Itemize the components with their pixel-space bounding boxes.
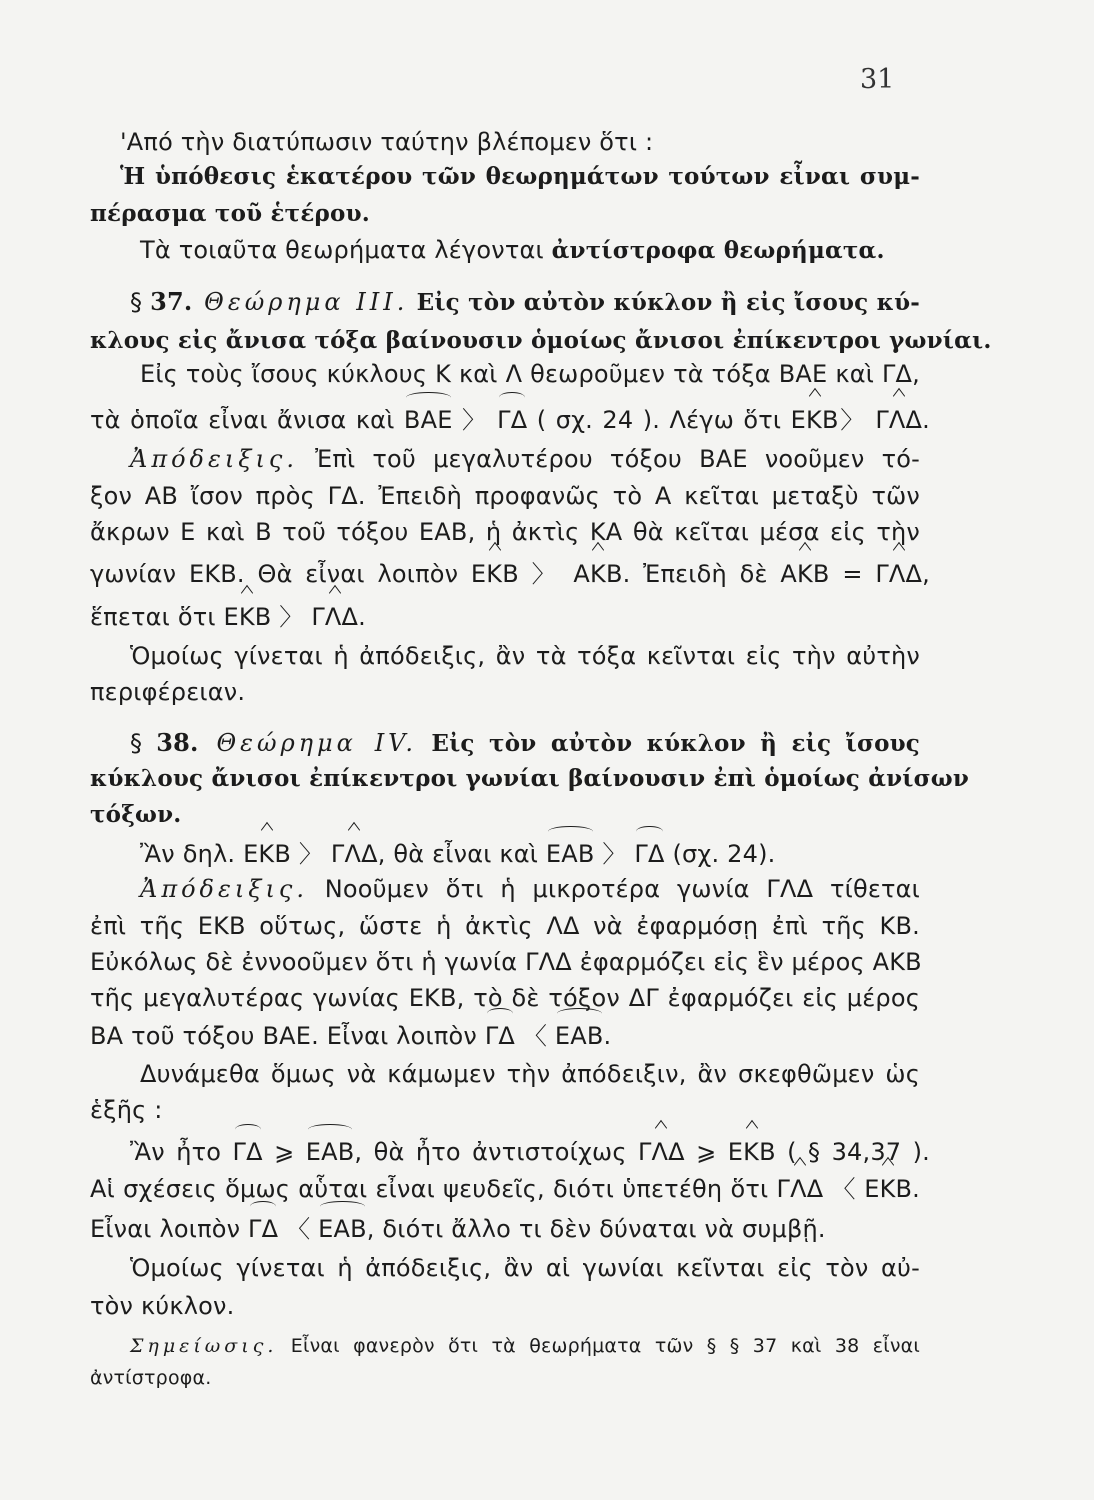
text-segment: Εἰς τὸν αὐτὸν κύκλον ἢ εἰς ἴσους κύ- bbox=[408, 289, 920, 316]
angle-notation: ΑΚΒ bbox=[573, 560, 623, 588]
text-line bbox=[90, 910, 920, 942]
text-line bbox=[140, 873, 920, 905]
text-line bbox=[90, 1020, 930, 1052]
text-line bbox=[130, 727, 920, 760]
text-segment: ( § 34,37 ). bbox=[775, 1138, 931, 1166]
text-segment: τὰ ὁποῖα εἶναι ἄνισα καὶ bbox=[90, 406, 404, 434]
text-segment: . bbox=[603, 1022, 612, 1050]
text-segment: Θεώρημα IV. bbox=[198, 729, 417, 757]
angle-notation: ΕΚΒ bbox=[790, 406, 839, 434]
text-segment: Εἰς τὸν αὐτὸν κύκλον ἢ εἰς ἴσους bbox=[416, 730, 921, 757]
text-segment: 〈 bbox=[278, 1215, 319, 1243]
angle-notation: ΕΚΒ bbox=[243, 840, 292, 868]
text-segment: Δυνάμεθα ὅμως νὰ κάμωμεν τὴν ἀπόδειξιν, ἂν σκεφθῶμεν ὡς bbox=[140, 1060, 920, 1088]
text-line bbox=[90, 1290, 930, 1322]
text-segment: Εὐκόλως δὲ ἐννοοῦμεν ὅτι ἡ γωνία ΓΛΔ ἐφαρμόζει εἰς ἓν μέρος ΑΚΒ bbox=[90, 948, 922, 976]
text-line bbox=[120, 160, 920, 193]
angle-notation: ΑΚΒ bbox=[780, 560, 830, 588]
text-line bbox=[120, 126, 880, 158]
text-segment: ἑξῆς : bbox=[90, 1096, 163, 1124]
text-segment: , θὰ ἦτο ἀντιστοίχως bbox=[354, 1138, 638, 1166]
text-segment: γωνίαν ΕΚΒ. Θὰ εἶναι λοιπὸν bbox=[90, 560, 471, 588]
text-line bbox=[90, 762, 970, 795]
angle-notation: ΓΛΔ bbox=[875, 560, 923, 588]
text-line bbox=[130, 443, 920, 475]
text-line bbox=[90, 798, 930, 831]
angle-notation: ΕΚΒ bbox=[470, 560, 519, 588]
text-segment: κύκλους ἄνισοι ἐπίκεντροι γωνίαι βαίνουσιν ἐπὶ ὁμοίως ἀνίσων bbox=[90, 765, 970, 792]
text-segment: 〉 bbox=[838, 406, 876, 434]
text-line bbox=[140, 838, 980, 870]
text-segment: Τὰ τοιαῦτα θεωρήματα λέγονται bbox=[140, 236, 552, 264]
text-segment: ( σχ. 24 ). Λέγω ὅτι bbox=[527, 406, 791, 434]
text-line bbox=[140, 358, 920, 390]
text-segment: 〉 bbox=[518, 560, 574, 588]
text-segment: 〉 bbox=[452, 406, 498, 434]
text-segment: Σημείωσις. bbox=[130, 1335, 278, 1357]
text-segment: Ἐπὶ τοῦ μεγαλυτέρου τόξου ΒΑΕ νοοῦμεν τό- bbox=[298, 445, 920, 473]
text-line bbox=[130, 286, 920, 319]
text-segment: (σχ. 24). bbox=[664, 840, 776, 868]
text-segment: Αἱ σχέσεις ὅμως αὗται εἶναι ψευδεῖς, διότι ὑπετέθη ὅτι bbox=[90, 1175, 777, 1203]
text-segment: , διότι ἄλλο τι δὲν δύναται νὰ συμβῇ. bbox=[366, 1215, 826, 1243]
arc-notation: ΕΑΒ bbox=[545, 840, 595, 868]
arc-notation: ΓΔ bbox=[497, 406, 528, 434]
page-number: 31 bbox=[860, 64, 895, 95]
text-line bbox=[90, 404, 930, 436]
text-line bbox=[90, 601, 930, 633]
text-segment: Ἀπόδειξις. bbox=[130, 445, 298, 473]
arc-notation: ΓΔ bbox=[484, 1022, 516, 1050]
text-segment: 〈 bbox=[823, 1175, 865, 1203]
note-line bbox=[130, 1330, 920, 1362]
arc-notation: ΕΑΒ bbox=[305, 1138, 355, 1166]
angle-notation: ΕΚΒ bbox=[727, 1138, 776, 1166]
text-segment: ἀντίστροφα θεωρήματα. bbox=[551, 237, 885, 264]
text-segment: Εἰς τοὺς ἴσους κύκλους Κ καὶ Λ θεωροῦμεν τὰ τόξα ΒΑΕ καὶ ΓΔ, bbox=[140, 360, 920, 388]
text-segment: Ὁμοίως γίνεται ἡ ἀπόδειξις, ἂν τὰ τόξα κεῖνται εἰς τὴν αὐτὴν bbox=[130, 642, 920, 670]
text-segment: Ἀπόδειξις. bbox=[140, 875, 308, 903]
text-segment: 〉 bbox=[594, 840, 635, 868]
text-segment: ἐπὶ τῆς ΕΚΒ οὕτως, ὥστε ἡ ἀκτὶς ΛΔ νὰ ἐφαρμόσῃ ἐπὶ τῆς ΚΒ. bbox=[90, 912, 920, 940]
text-line bbox=[90, 324, 992, 357]
text-segment: 38. bbox=[156, 728, 199, 757]
text-line bbox=[130, 1136, 930, 1168]
angle-notation: ΓΛΔ bbox=[875, 406, 923, 434]
text-segment: , θὰ εἶναι καὶ bbox=[377, 840, 546, 868]
text-segment: Ὁμοίως γίνεται ἡ ἀπόδειξις, ἂν αἱ γωνίαι κεῖνται εἰς τὸν αὐ- bbox=[130, 1254, 920, 1282]
text-segment: , bbox=[922, 560, 931, 588]
text-segment: 〈 bbox=[515, 1022, 555, 1050]
text-segment: ⩾ bbox=[684, 1138, 728, 1166]
text-segment: Ἡ ὑπόθεσις ἑκατέρου τῶν θεωρημάτων τούτων εἶναι συμ- bbox=[120, 163, 920, 190]
text-segment: Νοοῦμεν ὅτι ἡ μικροτέρα γωνία ΓΛΔ τίθεται bbox=[308, 875, 920, 903]
text-segment: 〉 bbox=[291, 840, 331, 868]
text-line bbox=[130, 1252, 920, 1284]
text-segment: . bbox=[922, 406, 931, 434]
text-segment: . bbox=[912, 1175, 921, 1203]
text-segment: § bbox=[130, 729, 157, 757]
text-segment: ΒΑ τοῦ τόξου ΒΑΕ. Εἶναι λοιπὸν bbox=[90, 1022, 485, 1050]
text-segment: τόξων. bbox=[90, 801, 182, 828]
text-segment: § bbox=[130, 288, 151, 316]
angle-notation: ΕΚΒ bbox=[864, 1175, 913, 1203]
text-segment: . bbox=[358, 603, 366, 631]
text-segment: 〉 bbox=[271, 603, 312, 631]
arc-notation: ΓΔ bbox=[232, 1138, 263, 1166]
text-segment: . Ἐπειδὴ δὲ bbox=[622, 560, 781, 588]
text-line bbox=[90, 946, 920, 978]
text-line bbox=[130, 640, 920, 672]
text-segment: τῆς μεγαλυτέρας γωνίας ΕΚΒ, τὸ δὲ τόξον ΔΓ ἐφαρμόζει εἰς μέρος bbox=[90, 984, 920, 1012]
text-line bbox=[90, 197, 930, 230]
text-line bbox=[90, 558, 930, 590]
text-segment: Ἂν ἦτο bbox=[130, 1138, 233, 1166]
text-line bbox=[90, 1173, 920, 1205]
text-segment: ⩾ bbox=[262, 1138, 306, 1166]
arc-notation: ΒΑΕ bbox=[403, 406, 453, 434]
angle-notation: ΓΛΔ bbox=[637, 1138, 685, 1166]
text-segment: ξον ΑΒ ἴσον πρὸς ΓΔ. Ἐπειδὴ προφανῶς τὸ Α κεῖται μεταξὺ τῶν bbox=[90, 482, 920, 510]
text-segment: πέρασμα τοῦ ἑτέρου. bbox=[90, 200, 370, 227]
text-segment: Θεώρημα III. bbox=[192, 288, 409, 316]
text-line bbox=[140, 234, 980, 267]
text-line bbox=[140, 1058, 920, 1090]
text-line bbox=[90, 480, 920, 512]
text-segment: Ἂν δηλ. bbox=[140, 840, 244, 868]
text-segment: τὸν κύκλον. bbox=[90, 1292, 235, 1320]
arc-notation: ΕΑΒ bbox=[318, 1215, 367, 1243]
text-segment: 'Από τὴν διατύπωσιν ταύτην βλέπομεν ὅτι : bbox=[120, 128, 654, 156]
angle-notation: ΓΛΔ bbox=[776, 1175, 824, 1203]
text-segment: κλους εἰς ἄνισα τόξα βαίνουσιν ὁμοίως ἄνισοι ἐπίκεντροι γωνίαι. bbox=[90, 327, 992, 354]
text-segment: ἕπεται ὅτι bbox=[90, 603, 224, 631]
arc-notation: ΓΔ bbox=[634, 840, 665, 868]
text-segment: 37. bbox=[150, 287, 193, 316]
angle-notation: ΓΛΔ bbox=[311, 603, 359, 631]
note-line bbox=[90, 1362, 930, 1394]
text-segment: Εἶναι λοιπὸν bbox=[90, 1215, 249, 1243]
arc-notation: ΕΑΒ bbox=[554, 1022, 604, 1050]
text-segment: περιφέρειαν. bbox=[90, 678, 246, 706]
text-line bbox=[90, 1213, 930, 1245]
angle-notation: ΕΚΒ bbox=[223, 603, 272, 631]
text-segment: ἀντίστροφα. bbox=[90, 1367, 212, 1389]
text-line bbox=[90, 676, 930, 708]
text-segment: ἄκρων Ε καὶ Β τοῦ τόξου ΕΑΒ, ἡ ἀκτὶς ΚΑ θὰ κεῖται μέσα εἰς τὴν bbox=[90, 518, 920, 546]
angle-notation: ΓΛΔ bbox=[330, 840, 378, 868]
text-segment: = bbox=[829, 560, 876, 588]
arc-notation: ΓΔ bbox=[248, 1215, 279, 1243]
text-line bbox=[90, 516, 920, 548]
text-line bbox=[90, 1094, 930, 1126]
text-segment: Εἶναι φανερὸν ὅτι τὰ θεωρήματα τῶν § § 37 καὶ 38 εἶναι bbox=[277, 1335, 920, 1357]
